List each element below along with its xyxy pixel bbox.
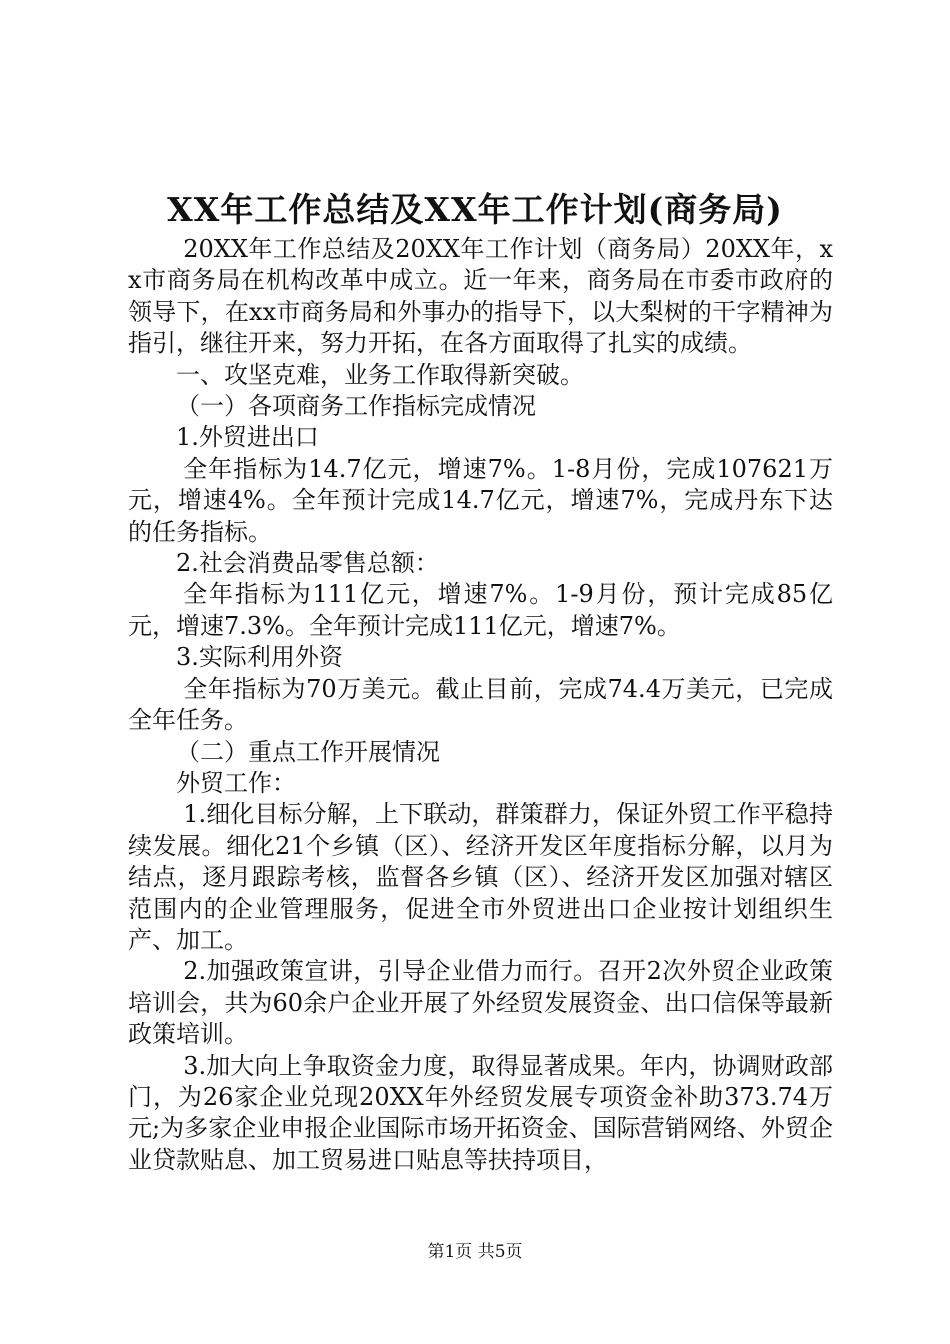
- paragraph-retail-sales: 全年指标为111亿元，增速7%。1-9月份，预计完成85亿元，增速7.3%。全年预计完成111亿元，增速7%。: [128, 580, 833, 640]
- section-heading-1: 一、攻坚克难，业务工作取得新突破。: [176, 360, 584, 389]
- item-heading-foreign-trade: 1.外贸进出口: [176, 423, 319, 452]
- item-heading-retail-sales: 2.社会消费品零售总额：: [176, 549, 439, 578]
- document-title: XX年工作总结及XX年工作计划(商务局): [167, 190, 783, 229]
- paragraph-foreign-trade: 全年指标为14.7亿元，增速7%。1-8月份，完成107621万元，增速4%。全年预计完成14.7亿元，增速7%，完成丹东下达的任务指标。: [128, 454, 833, 546]
- paragraph-trade-item-2: 2.加强政策宣讲，引导企业借力而行。召开2次外贸企业政策培训会，共为60余户企业开展了外经贸发展资金、出口信保等最新政策培训。: [128, 957, 833, 1049]
- paragraph-foreign-investment: 全年指标为70万美元。截止目前，完成74.4万美元，已完成全年任务。: [128, 674, 833, 735]
- paragraph-trade-item-3: 3.加大向上争取资金力度，取得显著成果。年内，协调财政部门，为26家企业兑现20XX年外经贸发展专项资金补助373.74万元;为多家企业申报企业国际市场开拓资金、国际营销网络、外贸企业贷款贴息、加工贸易进口贴息等扶持项目，: [128, 1051, 833, 1174]
- document-body: [128, 234, 833, 1176]
- intro-paragraph: 20XX年工作总结及20XX年工作计划（商务局）20XX年，xx市商务局在机构改革中成立。近一年来，商务局在市委市政府的领导下，在xx市商务局和外事办的指导下，以大梨树的干字精神为指引，继往开来，努力开拓，在各方面取得了扎实的成绩。: [128, 235, 833, 358]
- paragraph-trade-item-1: 1.细化目标分解，上下联动，群策群力，保证外贸工作平稳持续发展。细化21个乡镇（区）、经济开发区年度指标分解，以月为结点，逐月跟踪考核，监督各乡镇（区）、经济开发区加强对辖区范围内的企业管理服务，促进全市外贸进出口企业按计划组织生产、加工。: [128, 800, 833, 954]
- item-heading-foreign-investment: 3.实际利用外资: [176, 643, 343, 672]
- topic-heading-trade-work: 外贸工作：: [176, 768, 296, 797]
- subsection-heading-2: （二）重点工作开展情况: [176, 737, 440, 766]
- subsection-heading-1: （一）各项商务工作指标完成情况: [176, 392, 536, 421]
- page-number: 第1页 共5页: [427, 1242, 523, 1262]
